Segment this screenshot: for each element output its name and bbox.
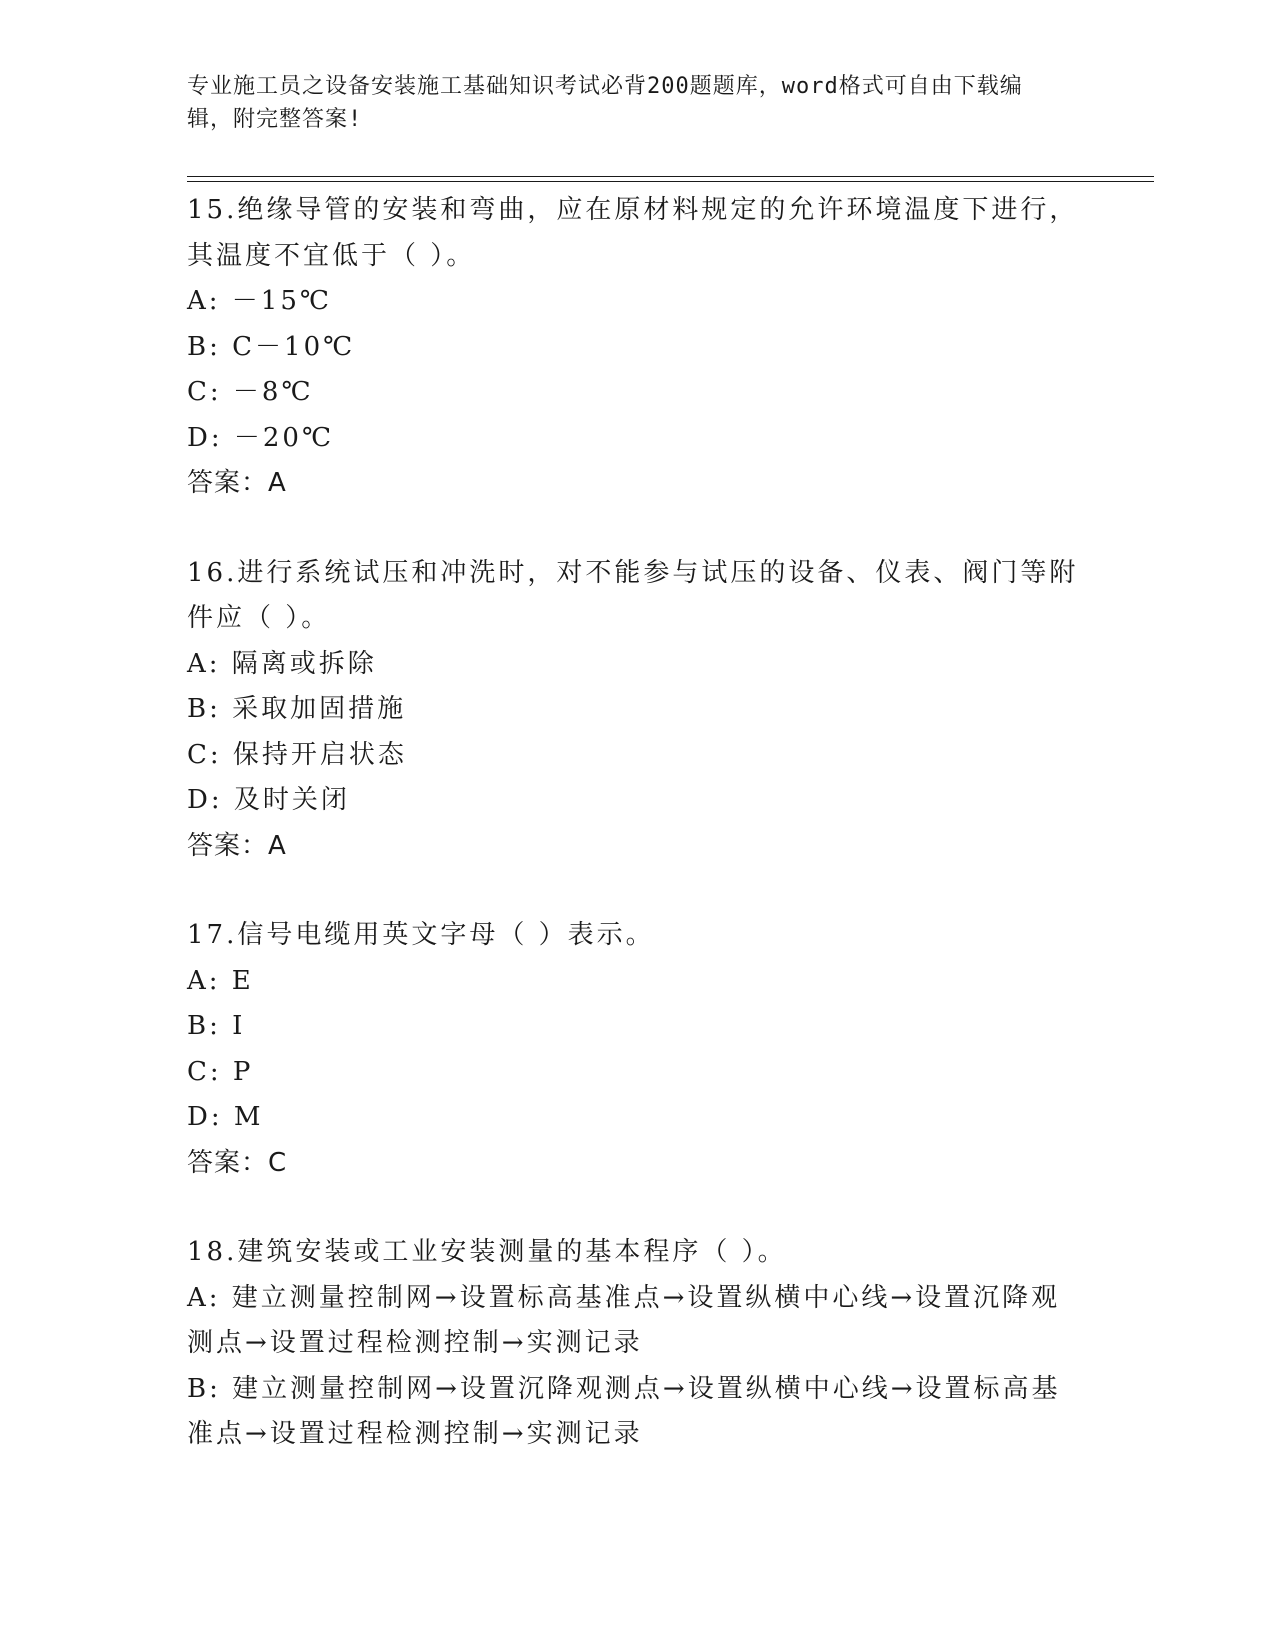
question-17 — [187, 913, 1087, 1186]
header-divider-top — [187, 176, 1154, 177]
document-header: 专业施工员之设备安装施工基础知识考试必背200题题库，word格式可自由下载编辑，附完整答案! — [187, 74, 1023, 132]
answer-text: 答案：A — [187, 830, 287, 861]
header-divider-bottom — [187, 181, 1154, 182]
option-b: B: I — [187, 1011, 246, 1041]
answer-text: 答案：A — [187, 468, 287, 498]
option-c: C: P — [187, 1056, 254, 1087]
option-a: A: －15℃ — [187, 286, 332, 316]
question-list — [187, 188, 1087, 1502]
option-a: A: 建立测量控制网→设置标高基准点→设置纵横中心线→设置沉降观测点→设置过程检测控制→实测记录 — [187, 1282, 1061, 1358]
option-d: D: －20℃ — [187, 422, 335, 453]
question-text: 18.建筑安装或工业安装测量的基本程序（ ）。 — [187, 1237, 787, 1267]
question-text: 17.信号电缆用英文字母（ ）表示。 — [187, 920, 655, 950]
option-d: D: M — [187, 1102, 264, 1132]
question-text: 16.进行系统试压和冲洗时，对不能参与试压的设备、仪表、阀门等附件应（ ）。 — [187, 557, 1079, 633]
question-18 — [187, 1230, 1087, 1458]
answer-text: 答案：C — [187, 1147, 288, 1178]
option-d: D: 及时关闭 — [187, 785, 350, 815]
option-c: C: －8℃ — [187, 377, 314, 407]
option-b: B: 采取加固措施 — [187, 694, 407, 724]
question-16 — [187, 551, 1087, 870]
option-c: C: 保持开启状态 — [187, 739, 407, 770]
question-text: 15.绝缘导管的安装和弯曲，应在原材料规定的允许环境温度下进行，其温度不宜低于（ ）。 — [187, 195, 1079, 271]
option-a: A: 隔离或拆除 — [187, 648, 377, 679]
option-b: B: 建立测量控制网→设置沉降观测点→设置纵横中心线→设置标高基准点→设置过程检测控制→实测记录 — [187, 1373, 1061, 1449]
question-15 — [187, 188, 1087, 507]
option-b: B: C－10℃ — [187, 331, 356, 362]
option-a: A: E — [187, 965, 254, 996]
